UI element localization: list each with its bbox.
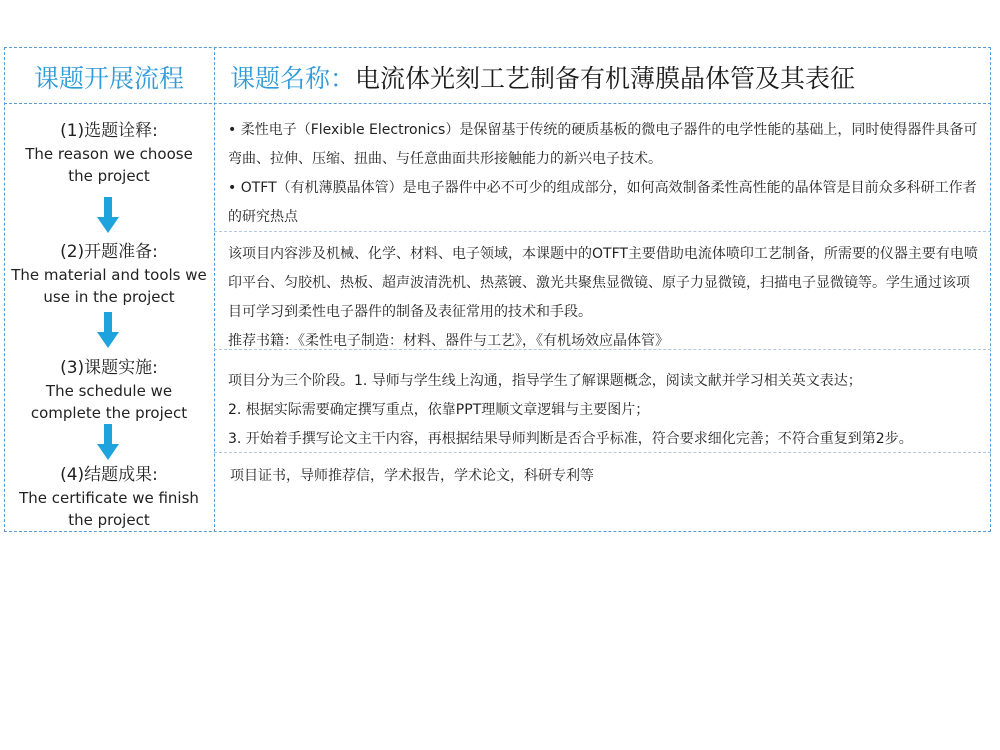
schedule-content <box>228 367 978 454</box>
column-divider <box>214 47 215 532</box>
reason-content <box>228 116 978 232</box>
schedule-line: 3. 开始着手撰写论文主干内容，再根据结果导师判断是否合乎标准，符合要求细化完善；不符合重复到第2步。 <box>228 431 913 447</box>
step-reason <box>4 119 214 187</box>
down-arrow-icon <box>97 197 119 233</box>
step-english-line: use in the project <box>43 288 175 306</box>
topic-title <box>230 52 855 102</box>
step-title: (2)开题准备: <box>60 242 158 262</box>
bullet-paragraph: • OTFT（有机薄膜晶体管）是电子器件中必不可少的组成部分，如何高效制备柔性高性能的晶体管是目前众多科研工作者的研究热点 <box>228 180 977 225</box>
recommended-books: 推荐书籍：《柔性电子制造：材料、器件与工艺》，《有机场效应晶体管》 <box>228 333 669 349</box>
preparation-content <box>228 240 978 356</box>
step-results <box>4 463 214 531</box>
step-english-line: The certificate we finish <box>19 489 199 507</box>
step-english-line: The schedule we <box>45 382 173 400</box>
results-text: 项目证书，导师推荐信，学术报告，学术论文，科研专利等 <box>230 468 594 484</box>
step-english-line: the project <box>68 167 150 185</box>
results-content <box>230 462 980 491</box>
step-english-line: complete the project <box>30 404 188 422</box>
down-arrow-icon <box>97 424 119 460</box>
header-divider <box>4 103 991 104</box>
bullet-paragraph: • 柔性电子（Flexible Electronics）是保留基于传统的硬质基板的微电子器件的电学性能的基础上，同时使得器件具备可弯曲、拉伸、压缩、扭曲、与任意曲面共形接触能力的新兴电子技术。 <box>228 122 978 167</box>
step-title: (4)结题成果: <box>60 465 158 485</box>
step-implementation <box>4 356 214 424</box>
step-preparation <box>4 240 214 308</box>
process-title: 课题开展流程 <box>33 64 184 93</box>
schedule-line: 2. 根据实际需要确定撰写重点，依靠PPT理顺文章逻辑与主要图片； <box>228 402 650 418</box>
step-english-line: The material and tools we <box>11 266 207 284</box>
step-english-line: The reason we choose <box>25 145 193 163</box>
step-title: (3)课题实施: <box>60 358 158 378</box>
down-arrow-icon <box>97 312 119 348</box>
step-title: (1)选题诠释: <box>60 121 158 141</box>
schedule-line: 项目分为三个阶段。1. 导师与学生线上沟通，指导学生了解课题概念，阅读文献并学习相关英文表达； <box>228 373 862 389</box>
step-english-line: the project <box>68 511 150 529</box>
topic-label: 课题名称： <box>230 64 356 93</box>
preparation-paragraph: 该项目内容涉及机械、化学、材料、电子领域，本课题中的OTFT主要借助电流体喷印工艺制备，所需要的仪器主要有电喷印平台、匀胶机、热板、超声波清洗机、热蒸镀、激光共聚焦显微镜、原子力显微镜，扫描电子显微镜等。学生通过该项目可学习到柔性电子器件的制备及表征常用的技术和手段。 <box>228 246 978 320</box>
topic-name: 电流体光刻工艺制备有机薄膜晶体管及其表征 <box>355 64 856 93</box>
